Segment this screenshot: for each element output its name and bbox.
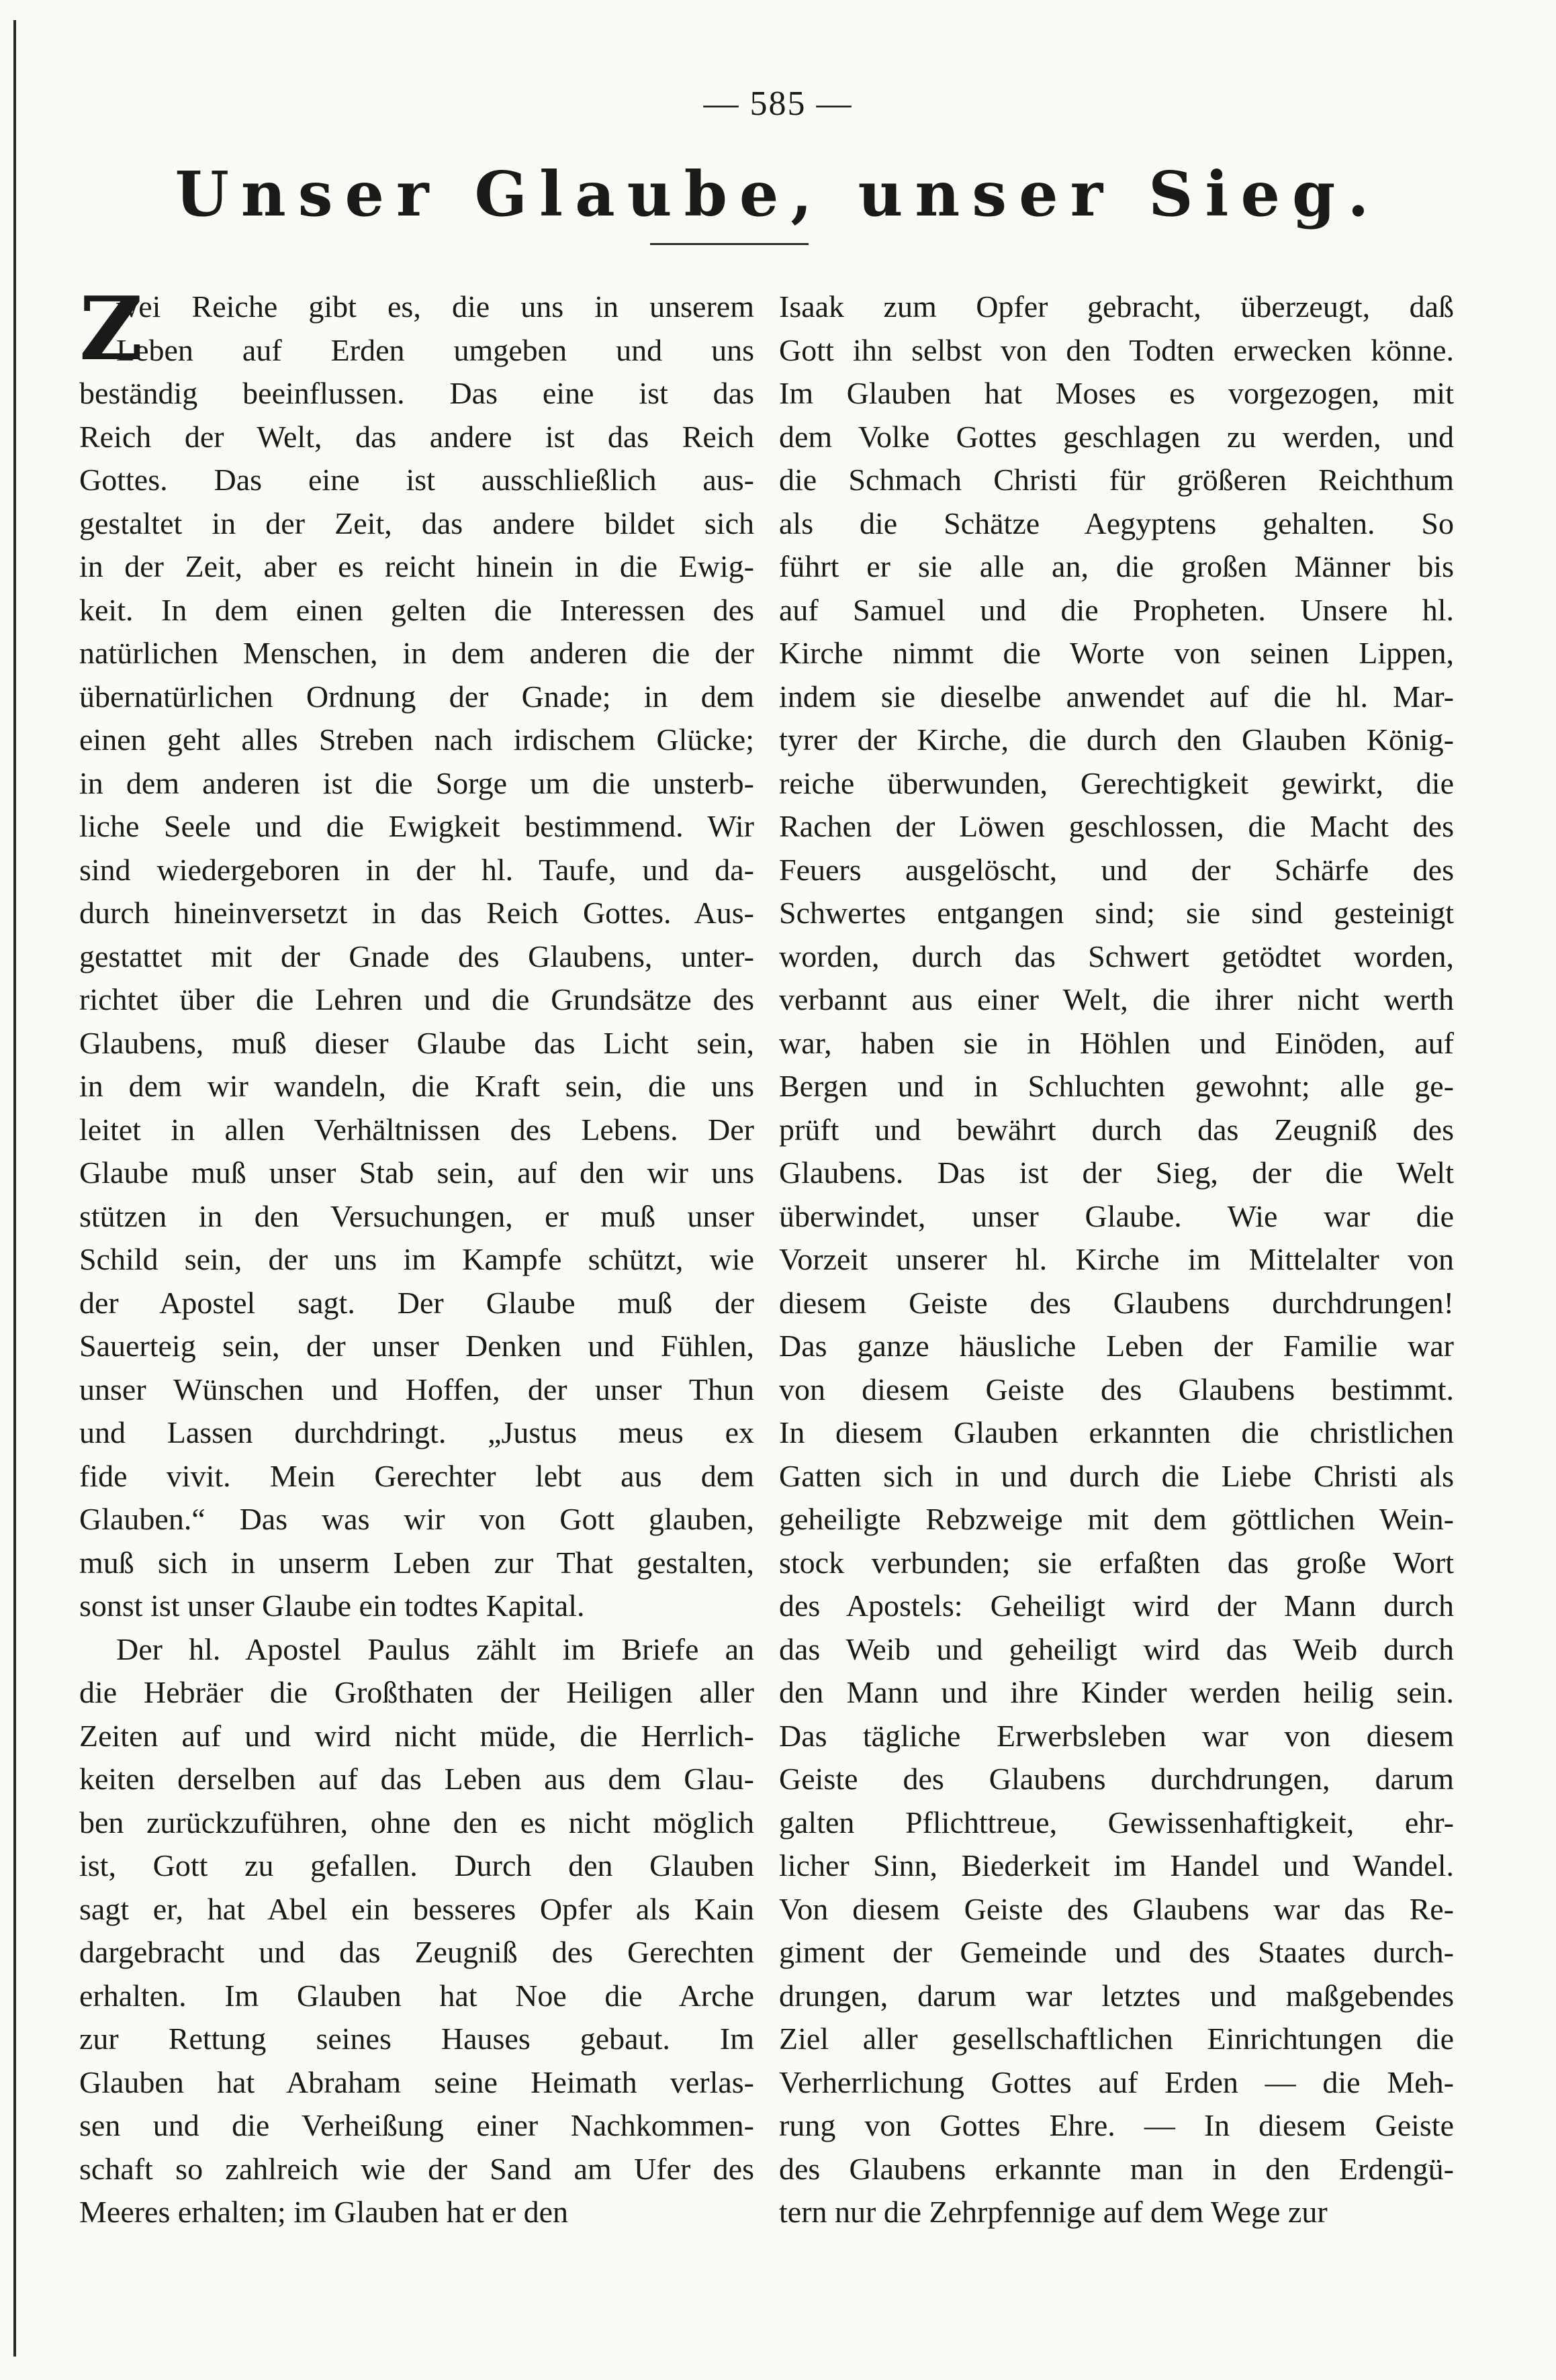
text-line: giment der Gemeinde und des Staates durch- bbox=[779, 1935, 1454, 1969]
text-line: Leben auf Erden umgeben und uns bbox=[116, 332, 754, 367]
text-line: galten Pflichttreue, Gewissenhaftigkeit, ehr- bbox=[779, 1805, 1454, 1840]
text-line: sagt er, hat Abel ein besseres Opfer als Kain bbox=[79, 1891, 754, 1926]
text-line: zur Rettung seines Hauses gebaut. Im bbox=[79, 2021, 754, 2056]
text-line: dem Volke Gottes geschlagen zu werden, und bbox=[779, 419, 1454, 454]
text-line: sonst ist unser Glaube ein todtes Kapital. bbox=[79, 1588, 585, 1623]
text-line: Von diesem Geiste des Glaubens war das Re- bbox=[779, 1891, 1454, 1926]
text-line: diesem Geiste des Glaubens durchdrungen! bbox=[779, 1285, 1454, 1320]
text-line: sind wiedergeboren in der hl. Taufe, und da- bbox=[79, 852, 754, 887]
text-line: Zeiten auf und wird nicht müde, die Herrlich- bbox=[79, 1718, 754, 1753]
text-line: geheiligte Rebzweige mit dem göttlichen Wein- bbox=[779, 1502, 1454, 1536]
text-line: In diesem Glauben erkannten die christlichen bbox=[779, 1415, 1454, 1449]
text-line: stützen in den Versuchungen, er muß unser bbox=[79, 1198, 754, 1233]
text-line: als die Schätze Aegyptens gehalten. So bbox=[779, 506, 1454, 540]
text-line: Das tägliche Erwerbsleben war von diesem bbox=[779, 1718, 1454, 1753]
text-line: des Apostels: Geheiligt wird der Mann durch bbox=[779, 1588, 1454, 1623]
text-line: Glauben hat Abraham seine Heimath verlas- bbox=[79, 2064, 754, 2099]
text-line: fide vivit. Mein Gerechter lebt aus dem bbox=[79, 1458, 754, 1493]
text-line: worden, durch das Schwert getödtet worden, bbox=[779, 939, 1454, 973]
text-line: leitet in allen Verhältnissen des Lebens. Der bbox=[79, 1112, 754, 1147]
text-line: auf Samuel und die Propheten. Unsere hl. bbox=[779, 592, 1454, 627]
text-line: Reich der Welt, das andere ist das Reich bbox=[79, 419, 754, 454]
text-line: verbannt aus einer Welt, die ihrer nicht werth bbox=[779, 982, 1454, 1016]
text-line: übernatürlichen Ordnung der Gnade; in dem bbox=[79, 679, 754, 714]
text-line: die Hebräer die Großthaten der Heiligen aller bbox=[79, 1675, 754, 1709]
text-line: muß sich in unserm Leben zur That gestalten, bbox=[79, 1545, 754, 1580]
text-line: und Lassen durchdringt. „Justus meus ex bbox=[79, 1415, 754, 1449]
text-line: ist, Gott zu gefallen. Durch den Glauben bbox=[79, 1848, 754, 1883]
text-line: der Apostel sagt. Der Glaube muß der bbox=[79, 1285, 754, 1320]
text-line: führt er sie alle an, die großen Männer bis bbox=[779, 549, 1454, 583]
text-line: erhalten. Im Glauben hat Noe die Arche bbox=[79, 1978, 754, 2013]
text-line: in dem anderen ist die Sorge um die unsterb- bbox=[79, 765, 754, 800]
text-line: Kirche nimmt die Worte von seinen Lippen, bbox=[779, 636, 1454, 670]
text-line: richtet über die Lehren und die Grundsätze des bbox=[79, 982, 754, 1016]
text-line: Verherrlichung Gottes auf Erden — die Meh- bbox=[779, 2064, 1454, 2099]
text-line: Vorzeit unserer hl. Kirche im Mittelalter von bbox=[779, 1242, 1454, 1276]
text-line: drungen, darum war letztes und maßgebendes bbox=[779, 1978, 1454, 2013]
text-line: Der hl. Apostel Paulus zählt im Briefe an bbox=[116, 1631, 754, 1666]
text-line: keit. In dem einen gelten die Interessen des bbox=[79, 592, 754, 627]
text-line: Gott ihn selbst von den Todten erwecken könne. bbox=[779, 332, 1454, 367]
text-line: war, haben sie in Höhlen und Einöden, auf bbox=[779, 1025, 1454, 1060]
text-line: durch hineinversetzt in das Reich Gottes. Aus- bbox=[79, 896, 754, 930]
text-line: Im Glauben hat Moses es vorgezogen, mit bbox=[779, 376, 1454, 410]
text-line: Rachen der Löwen geschlossen, die Macht des bbox=[779, 809, 1454, 843]
text-line: Glaubens. Das ist der Sieg, der die Welt bbox=[779, 1155, 1454, 1190]
text-line: stock verbunden; sie erfaßten das große Wort bbox=[779, 1545, 1454, 1580]
text-line: das Weib und geheiligt wird das Weib durch bbox=[779, 1631, 1454, 1666]
text-line: die Schmach Christi für größeren Reichthum bbox=[779, 463, 1454, 497]
text-line: Bergen und in Schluchten gewohnt; alle ge- bbox=[779, 1069, 1454, 1103]
text-line: Glauben.“ Das was wir von Gott glauben, bbox=[79, 1502, 754, 1536]
text-line: natürlichen Menschen, in dem anderen die der bbox=[79, 636, 754, 670]
text-line: einen geht alles Streben nach irdischem Glücke; bbox=[79, 722, 754, 757]
text-line: Feuers ausgelöscht, und der Schärfe des bbox=[779, 852, 1454, 887]
text-line: rung von Gottes Ehre. — In diesem Geiste bbox=[779, 2108, 1454, 2142]
text-line: gestattet mit der Gnade des Glaubens, unter- bbox=[79, 939, 754, 973]
text-line: ben zurückzuführen, ohne den es nicht möglich bbox=[79, 1805, 754, 1840]
text-line: gestaltet in der Zeit, das andere bildet sich bbox=[79, 506, 754, 540]
text-line: liche Seele und die Ewigkeit bestimmend. Wir bbox=[79, 809, 754, 843]
page-number: — 585 — bbox=[703, 85, 853, 123]
text-column-right bbox=[779, 285, 1454, 2234]
text-line: Schild sein, der uns im Kampfe schützt, wie bbox=[79, 1242, 754, 1276]
text-line: in dem wir wandeln, die Kraft sein, die uns bbox=[79, 1069, 754, 1103]
text-line: überwindet, unser Glaube. Wie war die bbox=[779, 1198, 1454, 1233]
text-line: Ziel aller gesellschaftlichen Einrichtungen die bbox=[779, 2021, 1454, 2056]
text-line: tern nur die Zehrpfennige auf dem Wege zur bbox=[779, 2195, 1328, 2229]
text-line: den Mann und ihre Kinder werden heilig sein. bbox=[779, 1675, 1454, 1709]
text-column-left bbox=[79, 277, 754, 2234]
text-line: beständig beeinflussen. Das eine ist das bbox=[79, 376, 754, 410]
text-line: wei Reiche gibt es, die uns in unserem bbox=[116, 289, 754, 324]
article-title: Unser Glaube, unser Sieg. bbox=[175, 158, 1381, 230]
text-line: tyrer der Kirche, die durch den Glauben König- bbox=[779, 722, 1454, 757]
title-divider bbox=[650, 243, 809, 245]
text-line: von diesem Geiste des Glaubens bestimmt. bbox=[779, 1372, 1454, 1407]
text-line: keiten derselben auf das Leben aus dem Glau- bbox=[79, 1762, 754, 1796]
text-line: Glaube muß unser Stab sein, auf den wir uns bbox=[79, 1155, 754, 1190]
text-line: Geiste des Glaubens durchdrungen, darum bbox=[779, 1762, 1454, 1796]
text-line: Glaubens, muß dieser Glaube das Licht sein, bbox=[79, 1025, 754, 1060]
drop-cap: Z bbox=[79, 277, 143, 380]
text-line: in der Zeit, aber es reicht hinein in die Ewig- bbox=[79, 549, 754, 583]
text-line: indem sie dieselbe anwendet auf die hl. Mar- bbox=[779, 679, 1454, 714]
text-line: reiche überwunden, Gerechtigkeit gewirkt, die bbox=[779, 765, 1454, 800]
text-line: dargebracht und das Zeugniß des Gerechten bbox=[79, 1935, 754, 1969]
text-line: sen und die Verheißung einer Nachkommen- bbox=[79, 2108, 754, 2142]
page-edge-rule bbox=[13, 20, 16, 2357]
text-line: Sauerteig sein, der unser Denken und Fühlen, bbox=[79, 1329, 754, 1363]
text-line: schaft so zahlreich wie der Sand am Ufer des bbox=[79, 2151, 754, 2186]
text-line: prüft und bewährt durch das Zeugniß des bbox=[779, 1112, 1454, 1147]
text-line: Gatten sich in und durch die Liebe Christi als bbox=[779, 1458, 1454, 1493]
text-line: licher Sinn, Biederkeit im Handel und Wandel. bbox=[779, 1848, 1454, 1883]
text-line: des Glaubens erkannte man in den Erdengü- bbox=[779, 2151, 1454, 2186]
text-line: Isaak zum Opfer gebracht, überzeugt, daß bbox=[779, 289, 1454, 324]
text-line: Meeres erhalten; im Glauben hat er den bbox=[79, 2195, 569, 2229]
text-line: Schwertes entgangen sind; sie sind gesteinigt bbox=[779, 896, 1454, 930]
text-line: Das ganze häusliche Leben der Familie war bbox=[779, 1329, 1454, 1363]
text-line: Gottes. Das eine ist ausschließlich aus- bbox=[79, 463, 754, 497]
text-line: unser Wünschen und Hoffen, der unser Thun bbox=[79, 1372, 754, 1407]
